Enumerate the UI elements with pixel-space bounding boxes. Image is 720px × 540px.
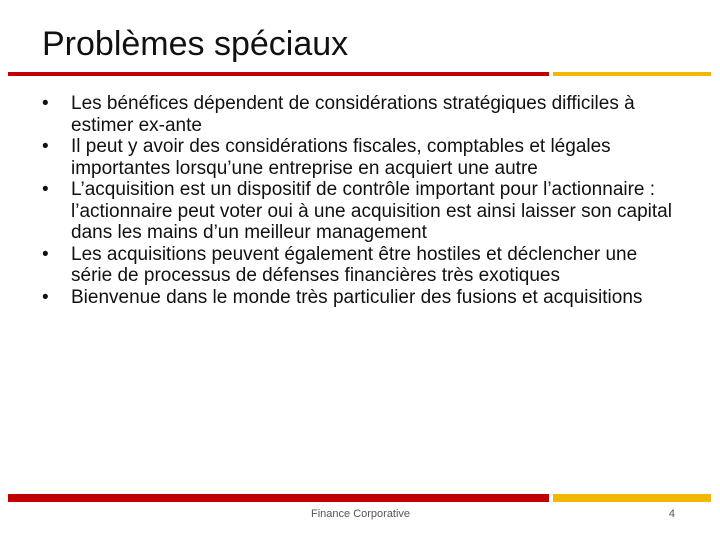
bullet-marker: • <box>42 286 49 308</box>
bullet-item <box>42 287 682 309</box>
bullet-marker: • <box>42 243 49 265</box>
bullet-marker: • <box>42 136 49 157</box>
bullet-item <box>42 136 682 179</box>
bullet-marker: • <box>42 179 49 200</box>
bullet-text: Il peut y avoir des considérations fiscales, comptables et légales importantes lorsqu’une entreprise en acquiert une autre <box>71 136 611 179</box>
bullet-text: Bienvenue dans le monde très particulier des fusions et acquisitions <box>71 286 643 308</box>
bullet-item <box>42 93 682 136</box>
bullet-item <box>42 244 682 287</box>
bullet-item <box>42 179 682 244</box>
footer-title: Finance Corporative <box>311 508 411 520</box>
title-underline-red <box>8 72 549 76</box>
bullet-text: Les bénéfices dépendent de considérations stratégiques difficiles à estimer ex-ante <box>71 93 635 136</box>
bullet-list <box>42 93 682 308</box>
bullet-text: Les acquisitions peuvent également être hostiles et déclencher une série de processus de défenses financières très exotiques <box>71 243 638 286</box>
bullet-text: L’acquisition est un dispositif de contrôle important pour l’actionnaire : l’actionnaire peut voter oui à une acquisition est ainsi laisser son capital dans les mains d’un meilleur management <box>71 179 672 243</box>
footer-bar-red <box>8 494 549 502</box>
title-underline-gold <box>553 72 711 76</box>
page-number: 4 <box>668 508 675 520</box>
footer-bar-gold <box>553 494 711 502</box>
slide-title: Problèmes spéciaux <box>42 25 349 63</box>
bullet-marker: • <box>42 93 49 114</box>
